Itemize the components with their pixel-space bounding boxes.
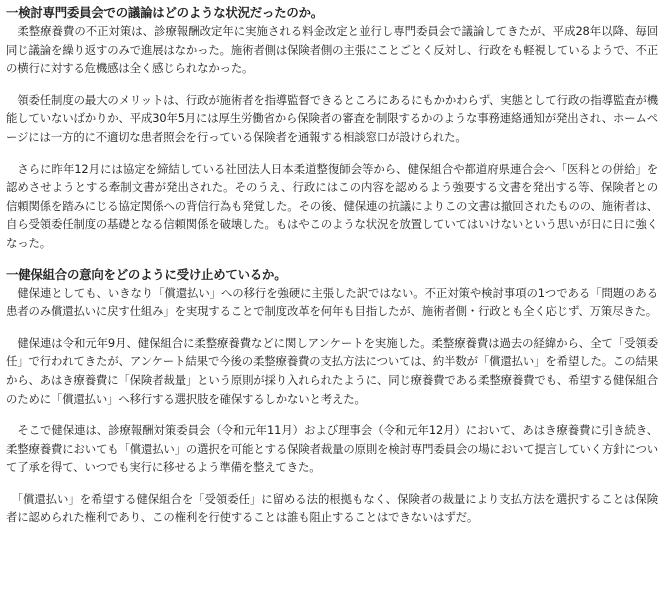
paragraph: そこで健保連は、診療報酬対策委員会（令和元年11月）および理事会（令和元年12月）において、あはき療養費に引き続き、柔整療養費においても「償還払い」の選択を可能とする保険者裁量の原則を検討専門委員会の場において提言していく方針について了承を得て、いつでも実行に移せるよう準備を整えてきた。 [6,423,658,475]
section-deliberation [6,4,658,253]
paragraph: 領委任制度の最大のメリットは、行政が施術者を指導監督できるところにあるにもかかわらず、実態として行政の指導監査が機能していないばかりか、平成30年5月には厚生労働省から保険者の審査を制限するかのような事務連絡通知が発出され、ホームページには一方的に不適切な患者照会を行っている保険者を通報する相談窓口が設けられた。 [6,92,658,144]
paragraph: 健保連としても、いきなり「償還払い」への移行を強硬に主張した訳ではない。不正対策や検討事項の1つである「問題のある患者のみ償還払いに戻す仕組み」を実現することで制度改革を何年も目指したが、施術者側・行政とも全く応じず、万策尽きた。 [6,285,658,319]
paragraph: 柔整療養費の不正対策は、診療報酬改定年に実施される料金改定と並行し専門委員会で議論してきたが、平成28年以降、毎回同じ議論を繰り返すのみで進展はなかった。施術者側は保険者側の主張にことごとく反対し、行政をも軽視しているようで、不正の横行に対する危機感は全く感じられなかった。 [6,24,658,76]
paragraph: 健保連は令和元年9月、健保組合に柔整療養費などに関しアンケートを実施した。柔整療養費は過去の経緯から、全て「受領委任」で行われてきたが、アンケート結果で今後の柔整療養費の支払方法については、約半数が「償還払い」を希望した。この結果から、あはき療養費に「保険者裁量」という原則が採り入れられたように、同じ療養費である柔整療養費でも、希望する健保組合のために「償還払い」へ移行する選択肢を確保するしかないと考えた。 [6,335,658,406]
section-heading: 一健保組合の意向をどのように受け止めているか。 [6,266,287,282]
section-heading: 一検討専門委員会での議論はどのような状況だったのか。 [6,5,323,20]
paragraph: 「償還払い」を希望する健保組合を「受領委任」に留める法的根拠もなく、保険者の裁量により支払方法を選択することは保険者に認められた権利であり、この権利を行使することは誰も阻止することはできないはずだ。 [6,491,658,525]
paragraph: さらに昨年12月には協定を締結している社団法人日本柔道整復師会等から、健保組合や都道府県連合会へ「医科との併給」を認めさせようとする牽制文書が発出された。そのうえ、行政にはこの内容を認めるよう強要する文書を発出する等、保険者との信頼関係を踏みにじる協定関係への背信行為も発覚した。その後、健保連の抗議によりこの文書は撤回されたものの、施術者は、自ら受領委任制度の基礎となる信頼関係を破壊した。もはやこのような状況を放置していてはいけないという思いが日に日に強くなった。 [6,161,658,250]
section-insurer-intent [6,266,658,528]
